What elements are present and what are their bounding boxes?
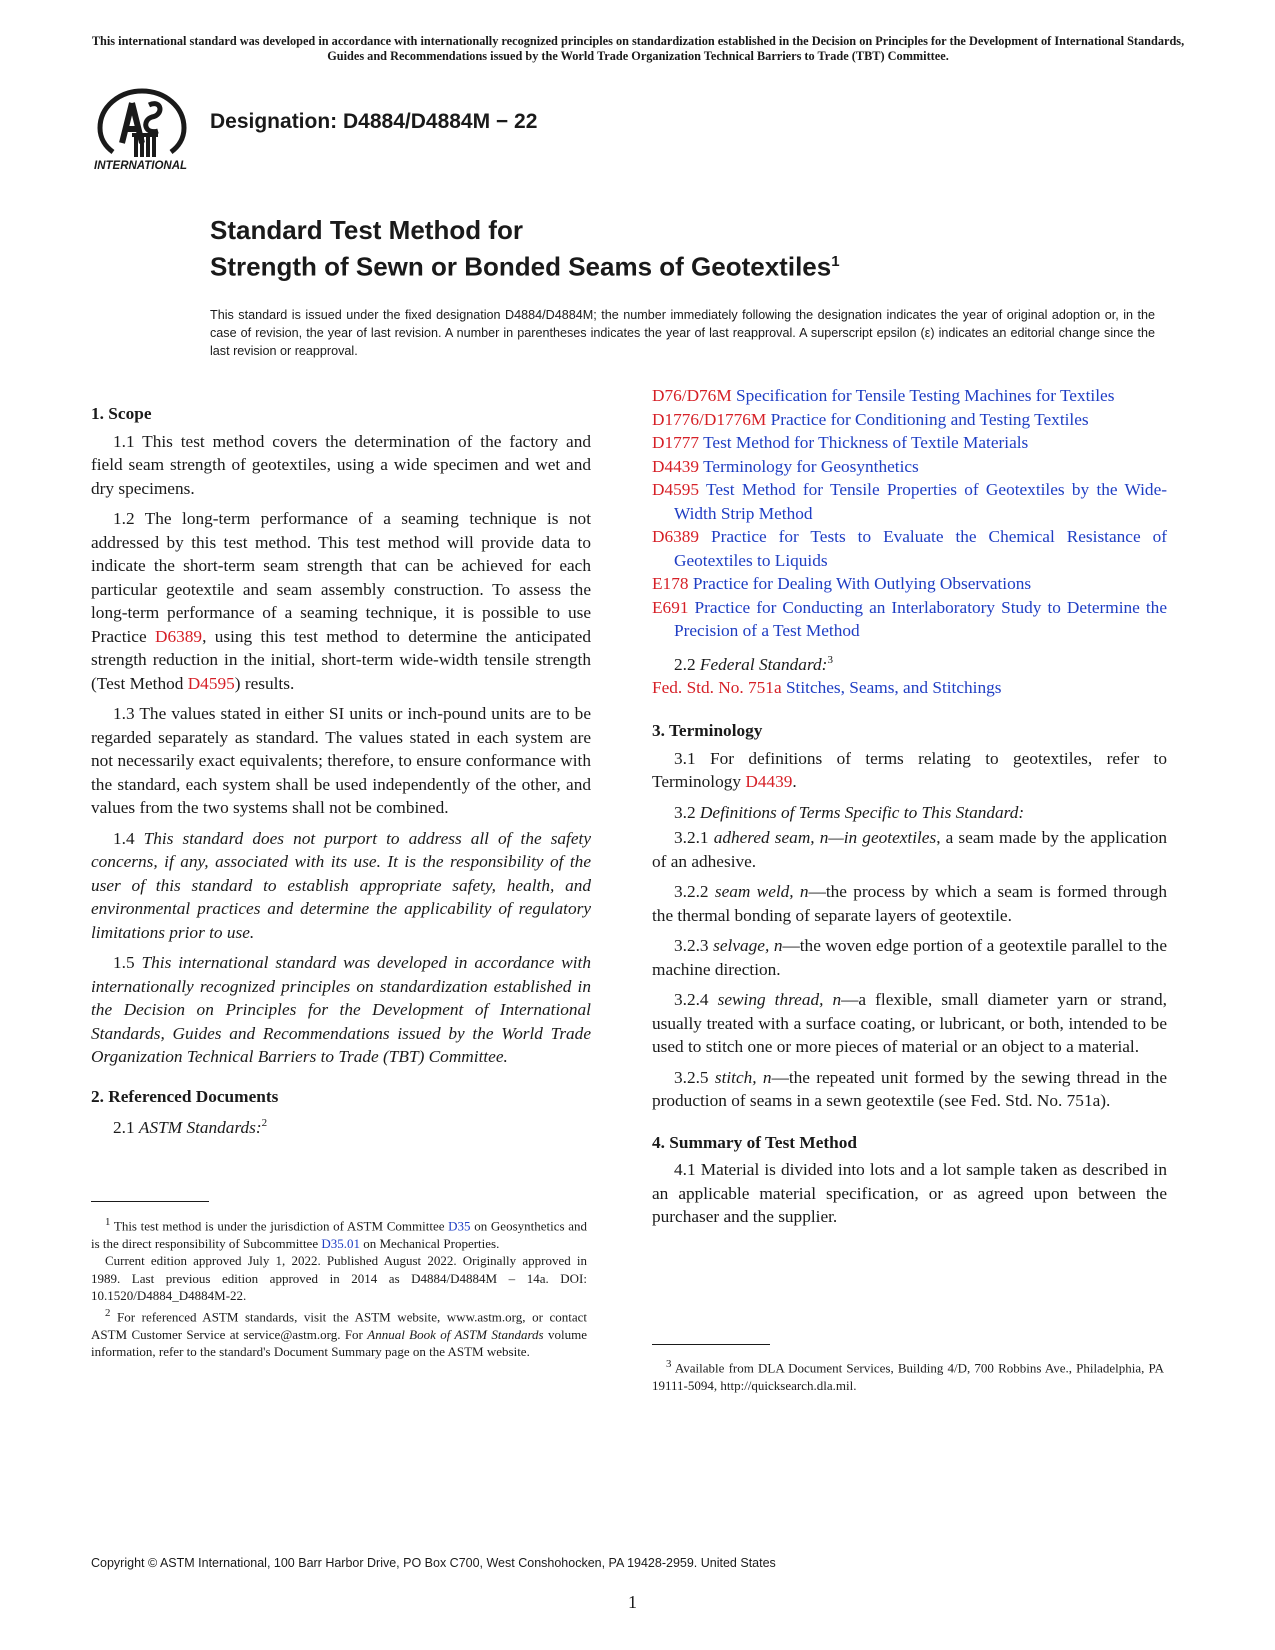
section-heading-referenced-documents: 2. Referenced Documents — [91, 1086, 279, 1106]
paragraph-3-2-text: Definitions of Terms Specific to This Standard: — [699, 802, 1025, 822]
referenced-document — [652, 384, 1167, 408]
page-number: 1 — [628, 1592, 637, 1612]
definition-number: 3.2.1 — [674, 828, 714, 848]
title-line-1: Standard Test Method for — [210, 215, 523, 245]
referenced-document-code[interactable]: E178 — [652, 574, 689, 593]
referenced-document-code[interactable]: D1776/D1776M — [652, 409, 767, 429]
paragraph-1-4-text: This standard does not purport to address all of the safety concerns, if any, associated with its use. It is the responsibility of the user of this standard to establish appropriate safety, health, and environmental practices and determine the applicability of regulatory limitations prior to use. — [91, 828, 591, 942]
definition-3-2-1 — [652, 826, 1167, 873]
title-footnote-mark: 1 — [831, 253, 840, 270]
referenced-document — [652, 455, 1167, 479]
definition-term: selvage, n — [713, 936, 783, 956]
reference-link-d6389[interactable]: D6389 — [155, 626, 203, 646]
footnote-mark-3: 3 — [827, 653, 833, 666]
definition-text: —the woven edge portion of a geotextile parallel to the machine direction. — [652, 936, 1167, 979]
section-heading-scope: 1. Scope — [91, 404, 152, 423]
footnote-rule-left — [91, 1201, 209, 1202]
footnote-1-mark: 1 — [105, 1216, 111, 1228]
definition-3-2-5 — [652, 1066, 1167, 1113]
referenced-document — [652, 572, 1167, 596]
federal-standard-code[interactable]: Fed. Std. No. 751a — [652, 677, 782, 697]
paragraph-1-2-text-c: ) results. — [234, 673, 295, 693]
definition-3-2-4 — [652, 988, 1167, 1059]
footnote-1-edition: Current edition approved July 1, 2022. Published August 2022. Originally approved in 1989. Last previous edition approved in 2014 as D4884/D4884M – 14a. DOI: 10.1520/D4884_D4884M-22. — [91, 1253, 587, 1304]
referenced-document — [652, 408, 1167, 432]
footnote-3 — [652, 1356, 1164, 1394]
referenced-document-title[interactable]: Terminology for Geosynthetics — [703, 456, 919, 476]
footnotes-left — [91, 1214, 587, 1361]
referenced-document-title[interactable]: Test Method for Thickness of Textile Materials — [703, 433, 1029, 452]
left-column — [91, 402, 591, 1146]
referenced-documents-list — [652, 384, 1167, 643]
astm-logo-icon — [92, 83, 192, 173]
definition-number: 3.2.2 — [674, 882, 715, 902]
paragraph-1-4 — [91, 827, 591, 945]
astm-logo — [92, 83, 192, 173]
paragraph-2-1-text: ASTM Standards: — [138, 1117, 262, 1137]
paragraph-2-2-number: 2.2 — [674, 654, 700, 674]
definition-number: 3.2.3 — [674, 936, 714, 956]
title-line-2-text: Strength of Sewn or Bonded Seams of Geotextiles — [210, 251, 832, 282]
paragraph-1-5-text: This international standard was developed in accordance with internationally recognized principles on standardization established in the Decision on Principles for the Development of International Standards, Guides and Recommendations issued by the World Trade Organization Technical Barriers to Trade (TBT) Committee. — [91, 953, 591, 1066]
document-title — [210, 214, 840, 283]
federal-standard-title[interactable]: Stitches, Seams, and Stitchings — [785, 677, 1002, 697]
paragraph-3-1-text-a: 3.1 For definitions of terms relating to geotextiles, refer to Terminology — [652, 748, 1167, 792]
referenced-document-code[interactable]: D6389 — [652, 527, 700, 546]
paragraph-3-1 — [652, 747, 1167, 794]
footnote-2-text-a: For referenced ASTM standards, visit the ASTM website, www.astm.org, or contact ASTM Customer Service at service@astm.org. For — [91, 1309, 588, 1342]
paragraph-4-1: 4.1 Material is divided into lots and a lot sample taken as described in an applicable material specification, or as agreed upon between the purchaser and the supplier. — [652, 1160, 1167, 1227]
footnote-2 — [91, 1305, 587, 1361]
paragraph-2-2 — [652, 649, 1167, 676]
referenced-document-title[interactable]: Practice for Conducting an Interlaboratory Study to Determine the Precision of a Test Method — [674, 597, 1167, 640]
footnote-2-mark: 2 — [105, 1306, 111, 1319]
definition-term: seam weld, n — [714, 882, 809, 902]
referenced-document-title[interactable]: Practice for Tests to Evaluate the Chemical Resistance of Geotextiles to Liquids — [674, 527, 1167, 570]
top-notice: This international standard was developed in accordance with internationally recognized principles on standardization established in the Decision on Principles for the Development of International Standards, Guides and Recommendations issued by the World Trade Organization Technical Barriers to Trade (TBT) Committee. — [91, 34, 1185, 63]
footnote-1-text-c: on Mechanical Properties. — [360, 1235, 500, 1251]
referenced-document-code[interactable]: D76/D76M — [652, 386, 732, 405]
definition-text: , a seam made by the application of an adhesive. — [652, 828, 1167, 871]
paragraph-1-5-number: 1.5 — [113, 953, 142, 972]
definition-text: —the process by which a seam is formed through the thermal bonding of separate layers of geotextile. — [652, 882, 1167, 925]
section-heading-terminology: 3. Terminology — [652, 721, 763, 741]
footnote-2-text-b: volume information, refer to the standard's Document Summary page on the ASTM website. — [91, 1326, 587, 1360]
paragraph-2-2-text: Federal Standard: — [699, 654, 828, 674]
federal-standard-reference — [652, 676, 1167, 700]
definition-number: 3.2.4 — [674, 990, 718, 1010]
paragraph-1-2-text-a: 1.2 The long-term performance of a seaming technique is not addressed by this test method. This test method will provide data to indicate the short-term seam strength that can be achieved for each particular geotextile and seam assembly construction. To assess the long-term performance of a seaming technique, it is possible to use Practice — [91, 509, 591, 646]
referenced-document-title[interactable]: Specification for Tensile Testing Machines for Textiles — [736, 386, 1115, 405]
referenced-document — [652, 478, 1167, 525]
paragraph-3-2 — [652, 801, 1167, 825]
paragraph-1-2 — [91, 507, 591, 695]
definition-text: —the repeated unit formed by the sewing thread in the production of seams in a sewn geotextile (see Fed. Std. No. 751a). — [652, 1067, 1167, 1111]
definition-3-2-3 — [652, 934, 1167, 981]
referenced-document-title[interactable]: Practice for Conditioning and Testing Textiles — [770, 409, 1089, 429]
paragraph-3-2-number: 3.2 — [674, 802, 700, 822]
issue-note: This standard is issued under the fixed designation D4884/D4884M; the number immediately following the designation indicates the year of original adoption or, in the case of revision, the year of last revision. A number in parentheses indicates the year of last reapproval. A superscript epsilon (ε) indicates an editorial change since the last revision or reapproval. — [210, 308, 1155, 358]
footnote-1-text-a: This test method is under the jurisdiction of ASTM Committee — [113, 1218, 449, 1234]
paragraph-2-1 — [91, 1112, 591, 1139]
reference-link-d4439[interactable]: D4439 — [745, 772, 793, 792]
footnote-1 — [91, 1214, 587, 1252]
referenced-document-code[interactable]: E691 — [652, 597, 689, 617]
footnotes-right — [652, 1356, 1164, 1394]
paragraph-1-5 — [91, 951, 591, 1069]
paragraph-3-1-text-b: . — [792, 772, 797, 792]
referenced-document-code[interactable]: D4439 — [652, 456, 700, 476]
footnote-1-text-b: on Geosynthetics and is the direct responsibility of Subcommittee — [91, 1218, 588, 1251]
definition-term: stitch, n — [714, 1067, 772, 1087]
referenced-document-code[interactable]: D4595 — [652, 480, 700, 499]
paragraph-1-3: 1.3 The values stated in either SI units or inch-pound units are to be regarded separately as standard. The values stated in each system are not necessarily exact equivalents; therefore, to ensure conformance with the standard, each system shall be used independently of the other, and values from the two systems shall not be combined. — [91, 704, 591, 817]
designation: Designation: D4884/D4884M − 22 — [210, 110, 538, 133]
footnote-2-italic: Annual Book of ASTM Standards — [367, 1326, 544, 1342]
definition-number: 3.2.5 — [674, 1067, 715, 1087]
referenced-document — [652, 431, 1167, 455]
paragraph-1-2-text-b: , using this test method to determine the anticipated strength reduction in the initial, short-term wide-width tensile strength (Test Method — [91, 626, 591, 693]
referenced-document-code[interactable]: D1777 — [652, 433, 700, 452]
referenced-document-title[interactable]: Test Method for Tensile Properties of Geotextiles by the Wide-Width Strip Method — [674, 480, 1167, 523]
definition-term: sewing thread, n — [717, 990, 842, 1010]
footnote-rule-right — [652, 1344, 770, 1345]
paragraph-1-4-number: 1.4 — [113, 828, 144, 848]
referenced-document — [652, 596, 1167, 643]
referenced-document — [652, 525, 1167, 572]
section-heading-summary: 4. Summary of Test Method — [652, 1132, 857, 1152]
paragraph-2-1-number: 2.1 — [113, 1117, 139, 1137]
footnote-link-d35[interactable]: D35 — [448, 1218, 471, 1234]
footnote-3-mark: 3 — [666, 1358, 672, 1370]
referenced-document-title[interactable]: Practice for Dealing With Outlying Observations — [692, 574, 1032, 593]
copyright-line: Copyright © ASTM International, 100 Barr Harbor Drive, PO Box C700, West Conshohocken, PA 19428-2959. United States — [91, 1556, 776, 1570]
definition-3-2-2 — [652, 880, 1167, 927]
footnote-3-text: Available from DLA Document Services, Building 4/D, 700 Robbins Ave., Philadelphia, PA 19111-5094, http://quicksearch.dla.mil. — [652, 1360, 1164, 1393]
footnote-mark-2: 2 — [261, 1117, 268, 1129]
reference-link-d4595[interactable]: D4595 — [187, 673, 235, 693]
footnote-link-d35-01[interactable]: D35.01 — [321, 1235, 360, 1251]
title-line-2 — [210, 246, 840, 283]
right-column — [652, 384, 1167, 1236]
logo-text: INTERNATIONAL — [94, 160, 188, 172]
paragraph-1-1: 1.1 This test method covers the determination of the factory and field seam strength of geotextiles, using a wide specimen and wet and dry specimens. — [91, 431, 591, 498]
definition-text: —a flexible, small diameter yarn or strand, usually treated with a surface coating, or lubricant, or both, intended to be used to stitch one or more pieces of material or an object to a material. — [652, 990, 1167, 1057]
definition-term: adhered seam, n—in geotextiles — [713, 828, 937, 848]
